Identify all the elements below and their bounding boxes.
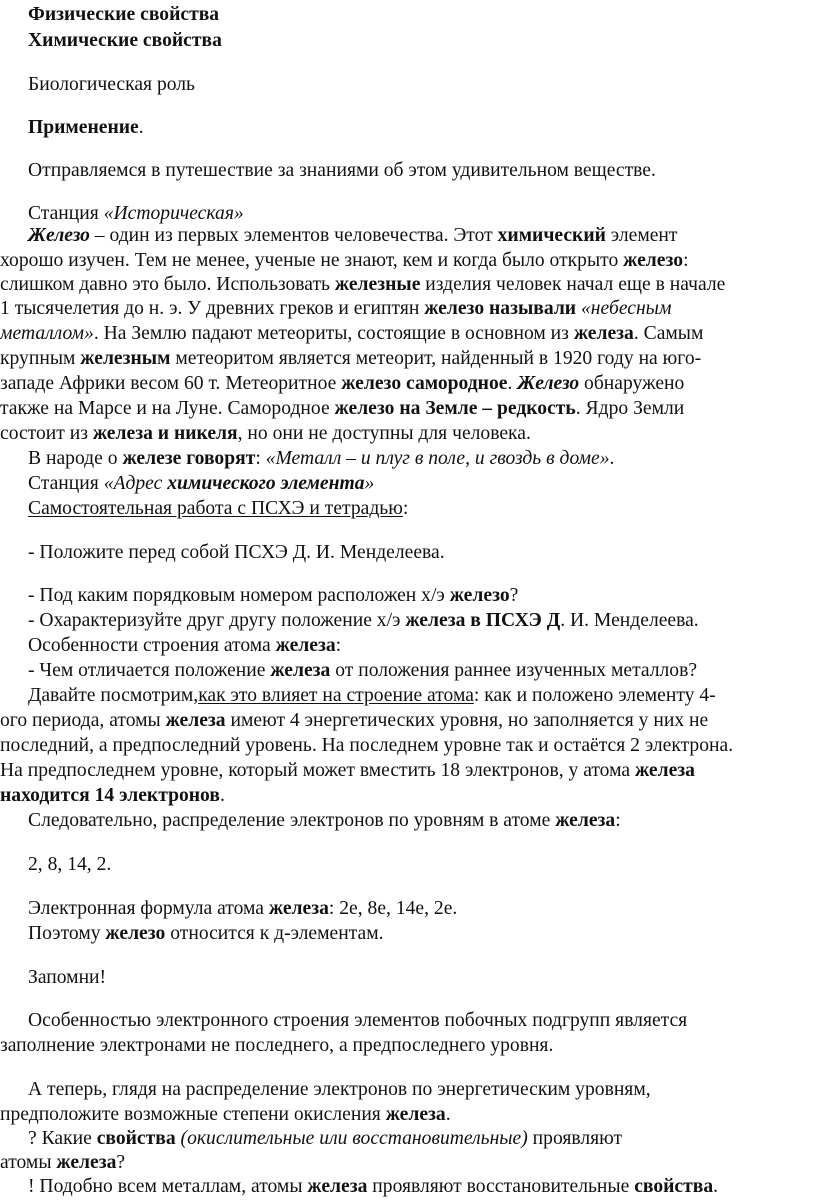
answer-line: ! Подобно всем металлам, атомы железа проявляют восстановительные свойства. — [28, 1176, 719, 1197]
remember-paragraph-line: Особенностью электронного строения элементов побочных подгрупп является — [28, 1010, 688, 1031]
history-paragraph-line: крупным железным метеоритом является метеорит, найденный в 1920 году на юго- — [0, 348, 702, 369]
task-item: - Под каким порядковым номером расположен х/э железо? — [28, 585, 519, 606]
station-address-title: Станция «Адрес химического элемента» — [28, 473, 375, 494]
station-historical-title: Станция «Историческая» — [28, 203, 244, 224]
history-paragraph-line: слишком давно это было. Использовать железные изделия человек начал еще в начале — [0, 274, 726, 295]
history-paragraph-line: Железо – один из первых элементов человечества. Этот химический элемент — [28, 225, 678, 246]
history-paragraph-line: хорошо изучен. Тем не менее, ученые не знают, кем и когда было открыто железо: — [0, 250, 689, 271]
intro-paragraph: Отправляемся в путешествие за знаниями об этом удивительном веществе. — [28, 160, 656, 181]
task-item: - Охарактеризуйте друг другу положение х/э железа в ПСХЭ Д. И. Менделеева. — [28, 610, 699, 631]
atom-paragraph-line: последний, а предпоследний уровень. На последнем уровне так и остаётся 2 электрона. — [0, 735, 734, 756]
atom-paragraph-line: На предпоследнем уровне, который может вместить 18 электронов, у атома железа — [0, 760, 695, 781]
atom-paragraph-line: Давайте посмотрим,как это влияет на строение атома: как и положено элементу 4- — [28, 685, 716, 706]
history-paragraph-line: 1 тысячелетия до н. э. У древних греков и египтян железо называли «небесным — [0, 298, 672, 319]
history-paragraph-line: также на Марсе и на Луне. Самородное железо на Земле – редкость. Ядро Земли — [0, 398, 685, 419]
self-study-heading: Самостоятельная работа с ПСХЭ и тетрадью: — [28, 498, 409, 519]
atom-paragraph-line: находится 14 электронов. — [0, 785, 225, 806]
atom-structure-heading: Особенности строения атома железа: — [28, 635, 342, 656]
oxidation-paragraph-line: А теперь, глядя на распределение электронов по энергетическим уровням, — [28, 1079, 651, 1100]
task-item: - Чем отличается положение железа от положения раннее изученных металлов? — [28, 660, 698, 681]
question-line: ? Какие свойства (окислительные или восстановительные) проявляют — [28, 1128, 623, 1149]
heading-application: Применение. — [28, 117, 144, 138]
distribution-line: Следовательно, распределение электронов по уровням в атоме железа: — [28, 810, 621, 831]
heading-biological-role: Биологическая роль — [28, 74, 195, 95]
task-item: - Положите перед собой ПСХЭ Д. И. Менделеева. — [28, 542, 445, 563]
history-paragraph-line: западе Африки весом 60 т. Метеоритное железо самородное. Железо обнаружено — [0, 373, 685, 394]
history-paragraph-line: состоит из железа и никеля, но они не доступны для человека. — [0, 423, 531, 444]
proverb-line: В народе о железе говорят: «Металл – и плуг в поле, и гвоздь в доме». — [28, 448, 615, 469]
question-line: атомы железа? — [0, 1152, 126, 1173]
electron-distribution: 2, 8, 14, 2. — [28, 854, 112, 875]
heading-physical-properties: Физические свойства — [28, 4, 220, 25]
atom-paragraph-line: ого периода, атомы железа имеют 4 энергетических уровня, но заполняется у них не — [0, 710, 709, 731]
remember-paragraph-line: заполнение электронами не последнего, а предпоследнего уровня. — [0, 1035, 554, 1056]
heading-chemical-properties: Химические свойства — [28, 30, 222, 51]
history-paragraph-line: металлом». На Землю падают метеориты, состоящие в основном из железа. Самым — [0, 323, 704, 344]
remember-heading: Запомни! — [28, 967, 107, 988]
oxidation-paragraph-line: предположите возможные степени окисления железа. — [0, 1104, 451, 1125]
electron-formula-line: Электронная формула атома железа: 2е, 8е, 14е, 2е. — [28, 898, 458, 919]
d-element-line: Поэтому железо относится к д-элементам. — [28, 923, 384, 944]
